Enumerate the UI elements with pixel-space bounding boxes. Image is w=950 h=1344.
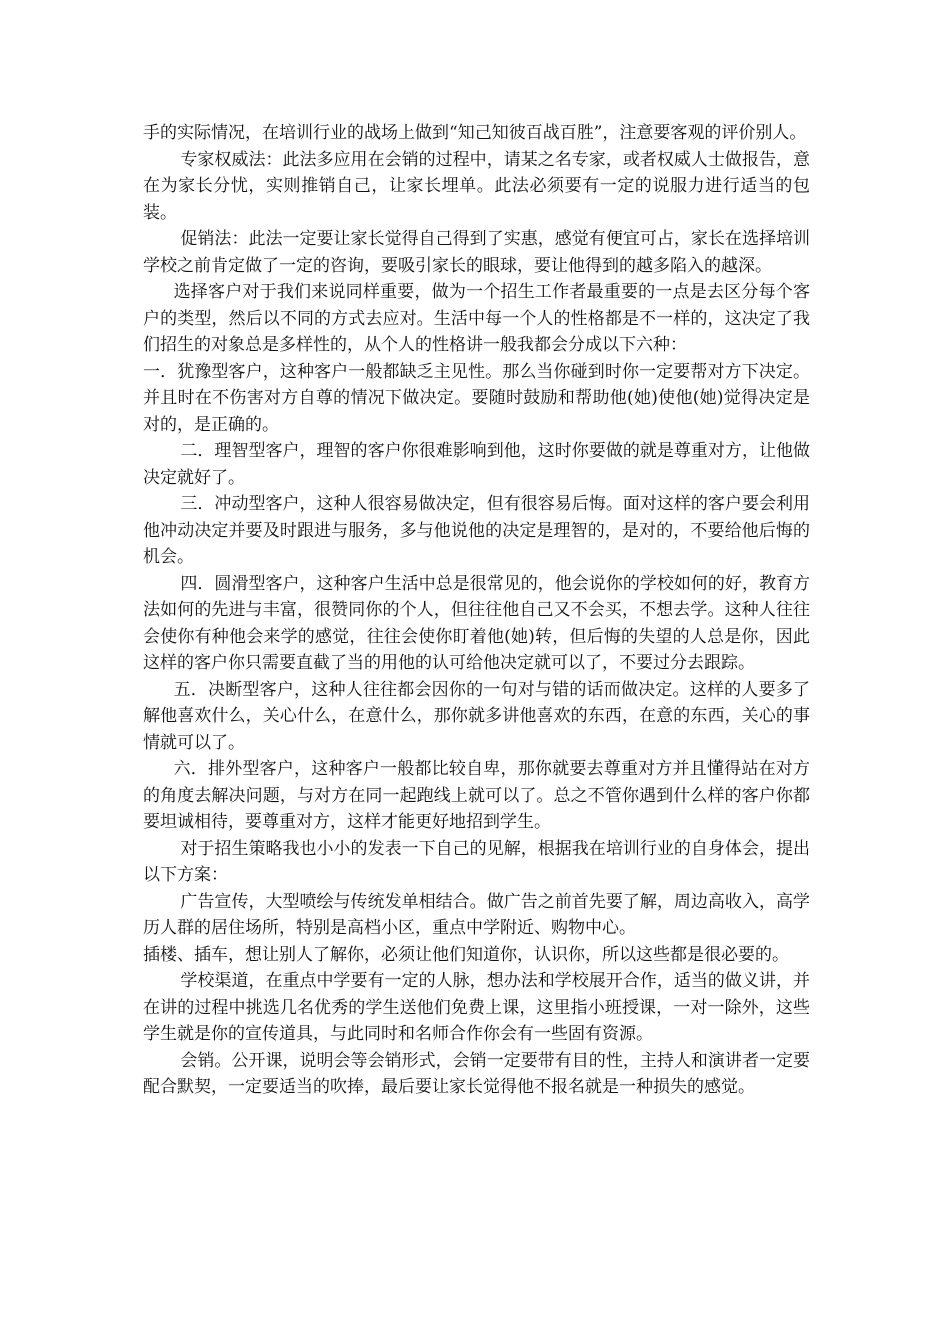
paragraph-13: 插楼、插车，想让别人了解你，必须让他们知道你，认识你，所以这些都是很必要的。 xyxy=(143,944,789,965)
paragraph-5: 一．犹豫型客户，这种客户一般都缺乏主见性。那么当你碰到时你一定要帮对方下决定。并且时在不伤害对方自尊的情况下做决定。要随时鼓励和帮助他(她)使他(她)觉得决定是对的，是正确的。 xyxy=(143,361,810,435)
paragraph-1: 手的实际情况，在培训行业的战场上做到“知己知彼百战百胜”，注意要客观的评价别人。 xyxy=(143,123,807,143)
paragraph-12: 广告宣传，大型喷绘与传统发单相结合。做广告之前首先要了解，周边高收入，高学历人群的居住场所，特别是高档小区，重点中学附近、购物中心。 xyxy=(143,891,810,938)
paragraph-7: 三．冲动型客户，这种人很容易做决定，但有很容易后悔。面对这样的客户要会利用他冲动决定并要及时跟进与服务，多与他说他的决定是理智的，是对的，不要给他后悔的机会。 xyxy=(143,494,810,567)
document-body xyxy=(143,120,810,1101)
paragraph-10: 六．排外型客户，这种客户一般都比较自卑，那你就要去尊重对方并且懂得站在对方的角度去解决问题，与对方在同一起跑线上就可以了。总之不管你遇到什么样的客户你都要坦诚相待，要尊重对方，这样才能更好地招到学生。 xyxy=(143,759,810,832)
paragraph-9: 五．决断型客户，这种人往往都会因你的一句对与错的话而做决定。这样的人要多了解他喜欢什么，关心什么，在意什么，那你就多讲他喜欢的东西，在意的东西，关心的事情就可以了。 xyxy=(143,679,810,753)
paragraph-6: 二．理智型客户，理智的客户你很难影响到他，这时你要做的就是尊重对方，让他做决定就好了。 xyxy=(143,441,810,488)
paragraph-8: 四．圆滑型客户，这种客户生活中总是很常见的，他会说你的学校如何的好，教育方法如何的先进与丰富，很赞同你的个人，但往往他自己又不会买，不想去学。这种人往往会使你有种他会来学的感觉，往往会使你盯着他(她)转，但后悔的失望的人总是你，因此这样的客户你只需要直截了当的用他的认可给他决定就可以了，不要过分去跟踪。 xyxy=(143,573,810,673)
paragraph-4: 选择客户对于我们来说同样重要，做为一个招生工作者最重要的一点是去区分每个客户的类型，然后以不同的方式去应对。生活中每一个人的性格都是不一样的，这决定了我们招生的对象总是多样性的，从个人的性格讲一般我都会分成以下六种： xyxy=(143,282,810,355)
paragraph-15: 会销。公开课，说明会等会销形式，会销一定要带有目的性，主持人和演讲者一定要配合默契，一定要适当的吹捧，最后要让家长觉得他不报名就是一种损失的感觉。 xyxy=(143,1050,810,1097)
paragraph-14: 学校渠道，在重点中学要有一定的人脉，想办法和学校展开合作，适当的做义讲，并在讲的过程中挑选几名优秀的学生送他们免费上课，这里指小班授课，一对一除外，这些学生就是你的宣传道具，与此同时和名师合作你会有一些固有资源。 xyxy=(143,971,810,1044)
paragraph-11: 对于招生策略我也小小的发表一下自己的见解，根据我在培训行业的自身体会，提出以下方案： xyxy=(143,838,810,885)
paragraph-2: 专家权威法：此法多应用在会销的过程中，请某之名专家，或者权威人士做报告，意在为家长分忧，实则推销自己，让家长埋单。此法必须要有一定的说服力进行适当的包装。 xyxy=(143,149,810,223)
paragraph-3: 促销法：此法一定要让家长觉得自己得到了实惠，感觉有便宜可占，家长在选择培训学校之前肯定做了一定的咨询，要吸引家长的眼球，要让他得到的越多陷入的越深。 xyxy=(143,229,810,276)
